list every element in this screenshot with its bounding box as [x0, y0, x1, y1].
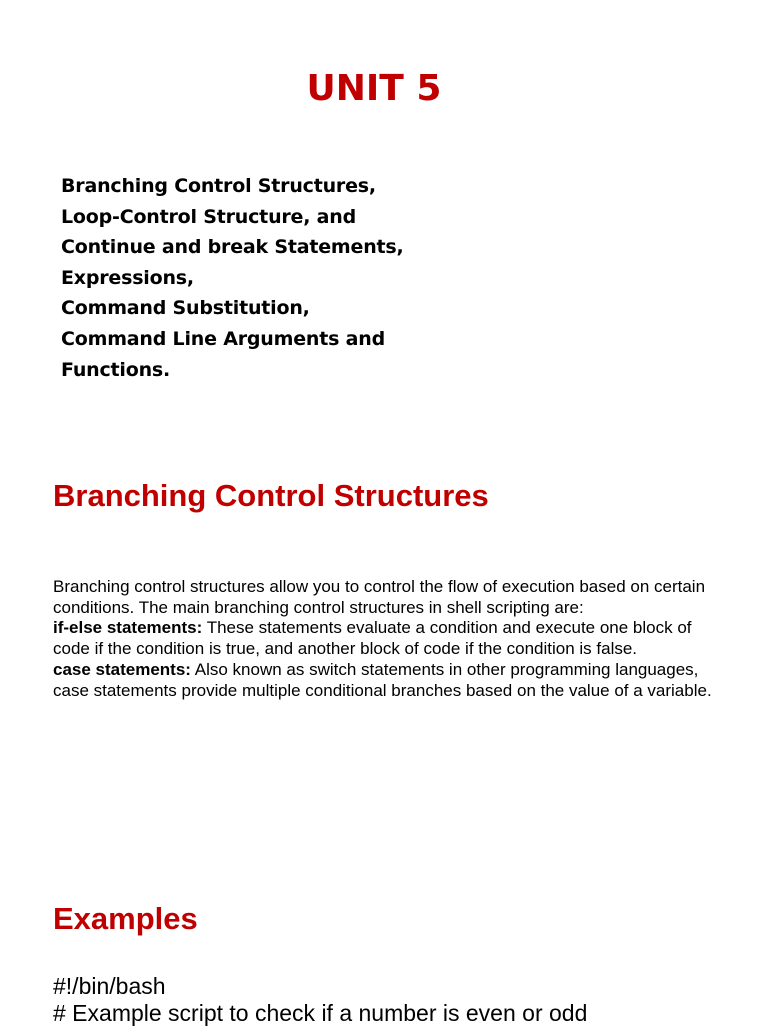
- if-else-description: These statements evaluate a condition and execute one block of code if the condition is true, and another block of code if the condition is false.: [53, 618, 692, 659]
- branching-heading: Branching Control Structures: [53, 478, 489, 513]
- code-line: # Example script to check if a number is even or odd: [53, 1000, 588, 1026]
- case-term: case statements:: [53, 659, 191, 679]
- if-else-paragraph: [53, 618, 733, 659]
- example-code: [53, 973, 587, 1027]
- unit-title: UNIT 5: [306, 68, 442, 109]
- topic-item: Expressions,: [61, 266, 194, 289]
- branching-body: [53, 577, 733, 701]
- topic-item: Branching Control Structures,: [61, 175, 376, 197]
- examples-heading: Examples: [53, 901, 198, 936]
- topic-item: Continue and break Statements,: [61, 236, 404, 259]
- if-else-term: if-else statements:: [53, 618, 203, 638]
- topic-list: [61, 171, 404, 385]
- branching-intro: Branching control structures allow you to control the flow of execution based on certain conditions. The main branching control structures in shell scripting are:: [53, 577, 706, 617]
- code-line: #!/bin/bash: [53, 973, 166, 999]
- case-description: Also known as switch statements in other programming languages, case statements provide multiple conditional branches based on the value of a variable.: [53, 659, 712, 700]
- case-paragraph: [53, 660, 733, 701]
- topic-item: Functions.: [61, 358, 171, 381]
- topic-item: Loop-Control Structure, and: [61, 205, 357, 228]
- topic-item: Command Substitution,: [61, 297, 310, 320]
- topic-item: Command Line Arguments and: [61, 327, 385, 350]
